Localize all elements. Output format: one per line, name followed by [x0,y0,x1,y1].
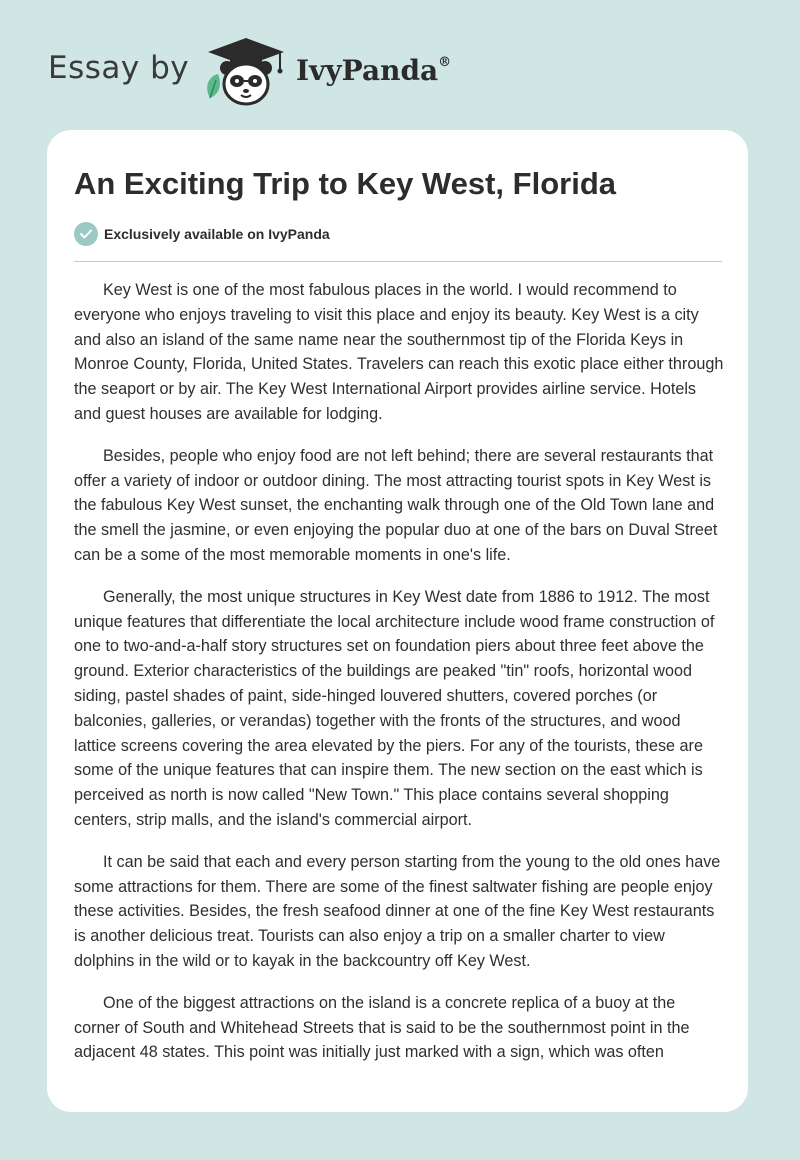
page-title: An Exciting Trip to Key West, Florida [74,166,617,201]
page-header [0,0,800,130]
article-body [74,278,724,1082]
registered-mark: ® [438,55,452,70]
check-icon [74,222,98,246]
essay-by-label: Essay by [48,50,190,86]
essay-card [47,130,748,1112]
paragraph: Generally, the most unique structures in Key West date from 1886 to 1912. The most unique features that differentiate the local architecture include wood frame construction of one to two-and-a-half story structures set on foundation piers about three feet above the ground. Exterior characteristics of the buildings are peaked "tin" roofs, horizontal wood siding, pastel shades of paint, side-hinged louvered shutters, covered porches (or balconies, galleries, or verandas) together with the fronts of the structures, and wood lattice screens covering the area elevated by the piers. For any of the tourists, these are some of the unique features that can inspire them. The new section on the east which is perceived as north is now called "New Town." This place contains several shopping centers, strip malls, and the island's commercial airport. [74,587,715,829]
brand-name[interactable] [296,54,451,87]
badge-text: Exclusively available on IvyPanda [104,226,330,242]
paragraph: Besides, people who enjoy food are not left behind; there are several restaurants that offer a variety of indoor or outdoor dining. The most attracting tourist spots in Key West is the fabulous Key West sunset, the enchanting walk through one of the Old Town lane and the smell the jasmine, or even enjoying the popular duo at one of the bars on Duval Street can be a some of the most memorable moments in one's life. [74,446,718,564]
paragraph: Key West is one of the most fabulous places in the world. I would recommend to everyone who enjoys traveling to visit this place and enjoy its beauty. Key West is a city and also an island of the same name near the southernmost tip of the Florida Keys in Monroe County, Florida, United States. Travelers can reach this exotic place either through the seaport or by air. The Key West International Airport provides airline service. Hotels and guest houses are available for lodging. [74,281,724,423]
divider [74,261,722,262]
exclusive-badge [74,222,330,246]
brand-name-text: IvyPanda [296,54,439,87]
paragraph: It can be said that each and every person starting from the young to the old ones have some attractions for them. There are some of the finest saltwater fishing are people enjoy these activities. Besides, the fresh seafood dinner at one of the fine Key West restaurants is another delicious treat. Tourists can also enjoy a trip on a smaller charter to view dolphins in the wild or to kayak in the backcountry off Key West. [74,852,721,970]
paragraph: One of the biggest attractions on the island is a concrete replica of a buoy at the corner of South and Whitehead Streets that is said to be the southernmost point in the adjacent 48 states. This point was initially just marked with a sign, which was often [74,993,690,1062]
panda-logo-icon[interactable] [200,36,292,108]
